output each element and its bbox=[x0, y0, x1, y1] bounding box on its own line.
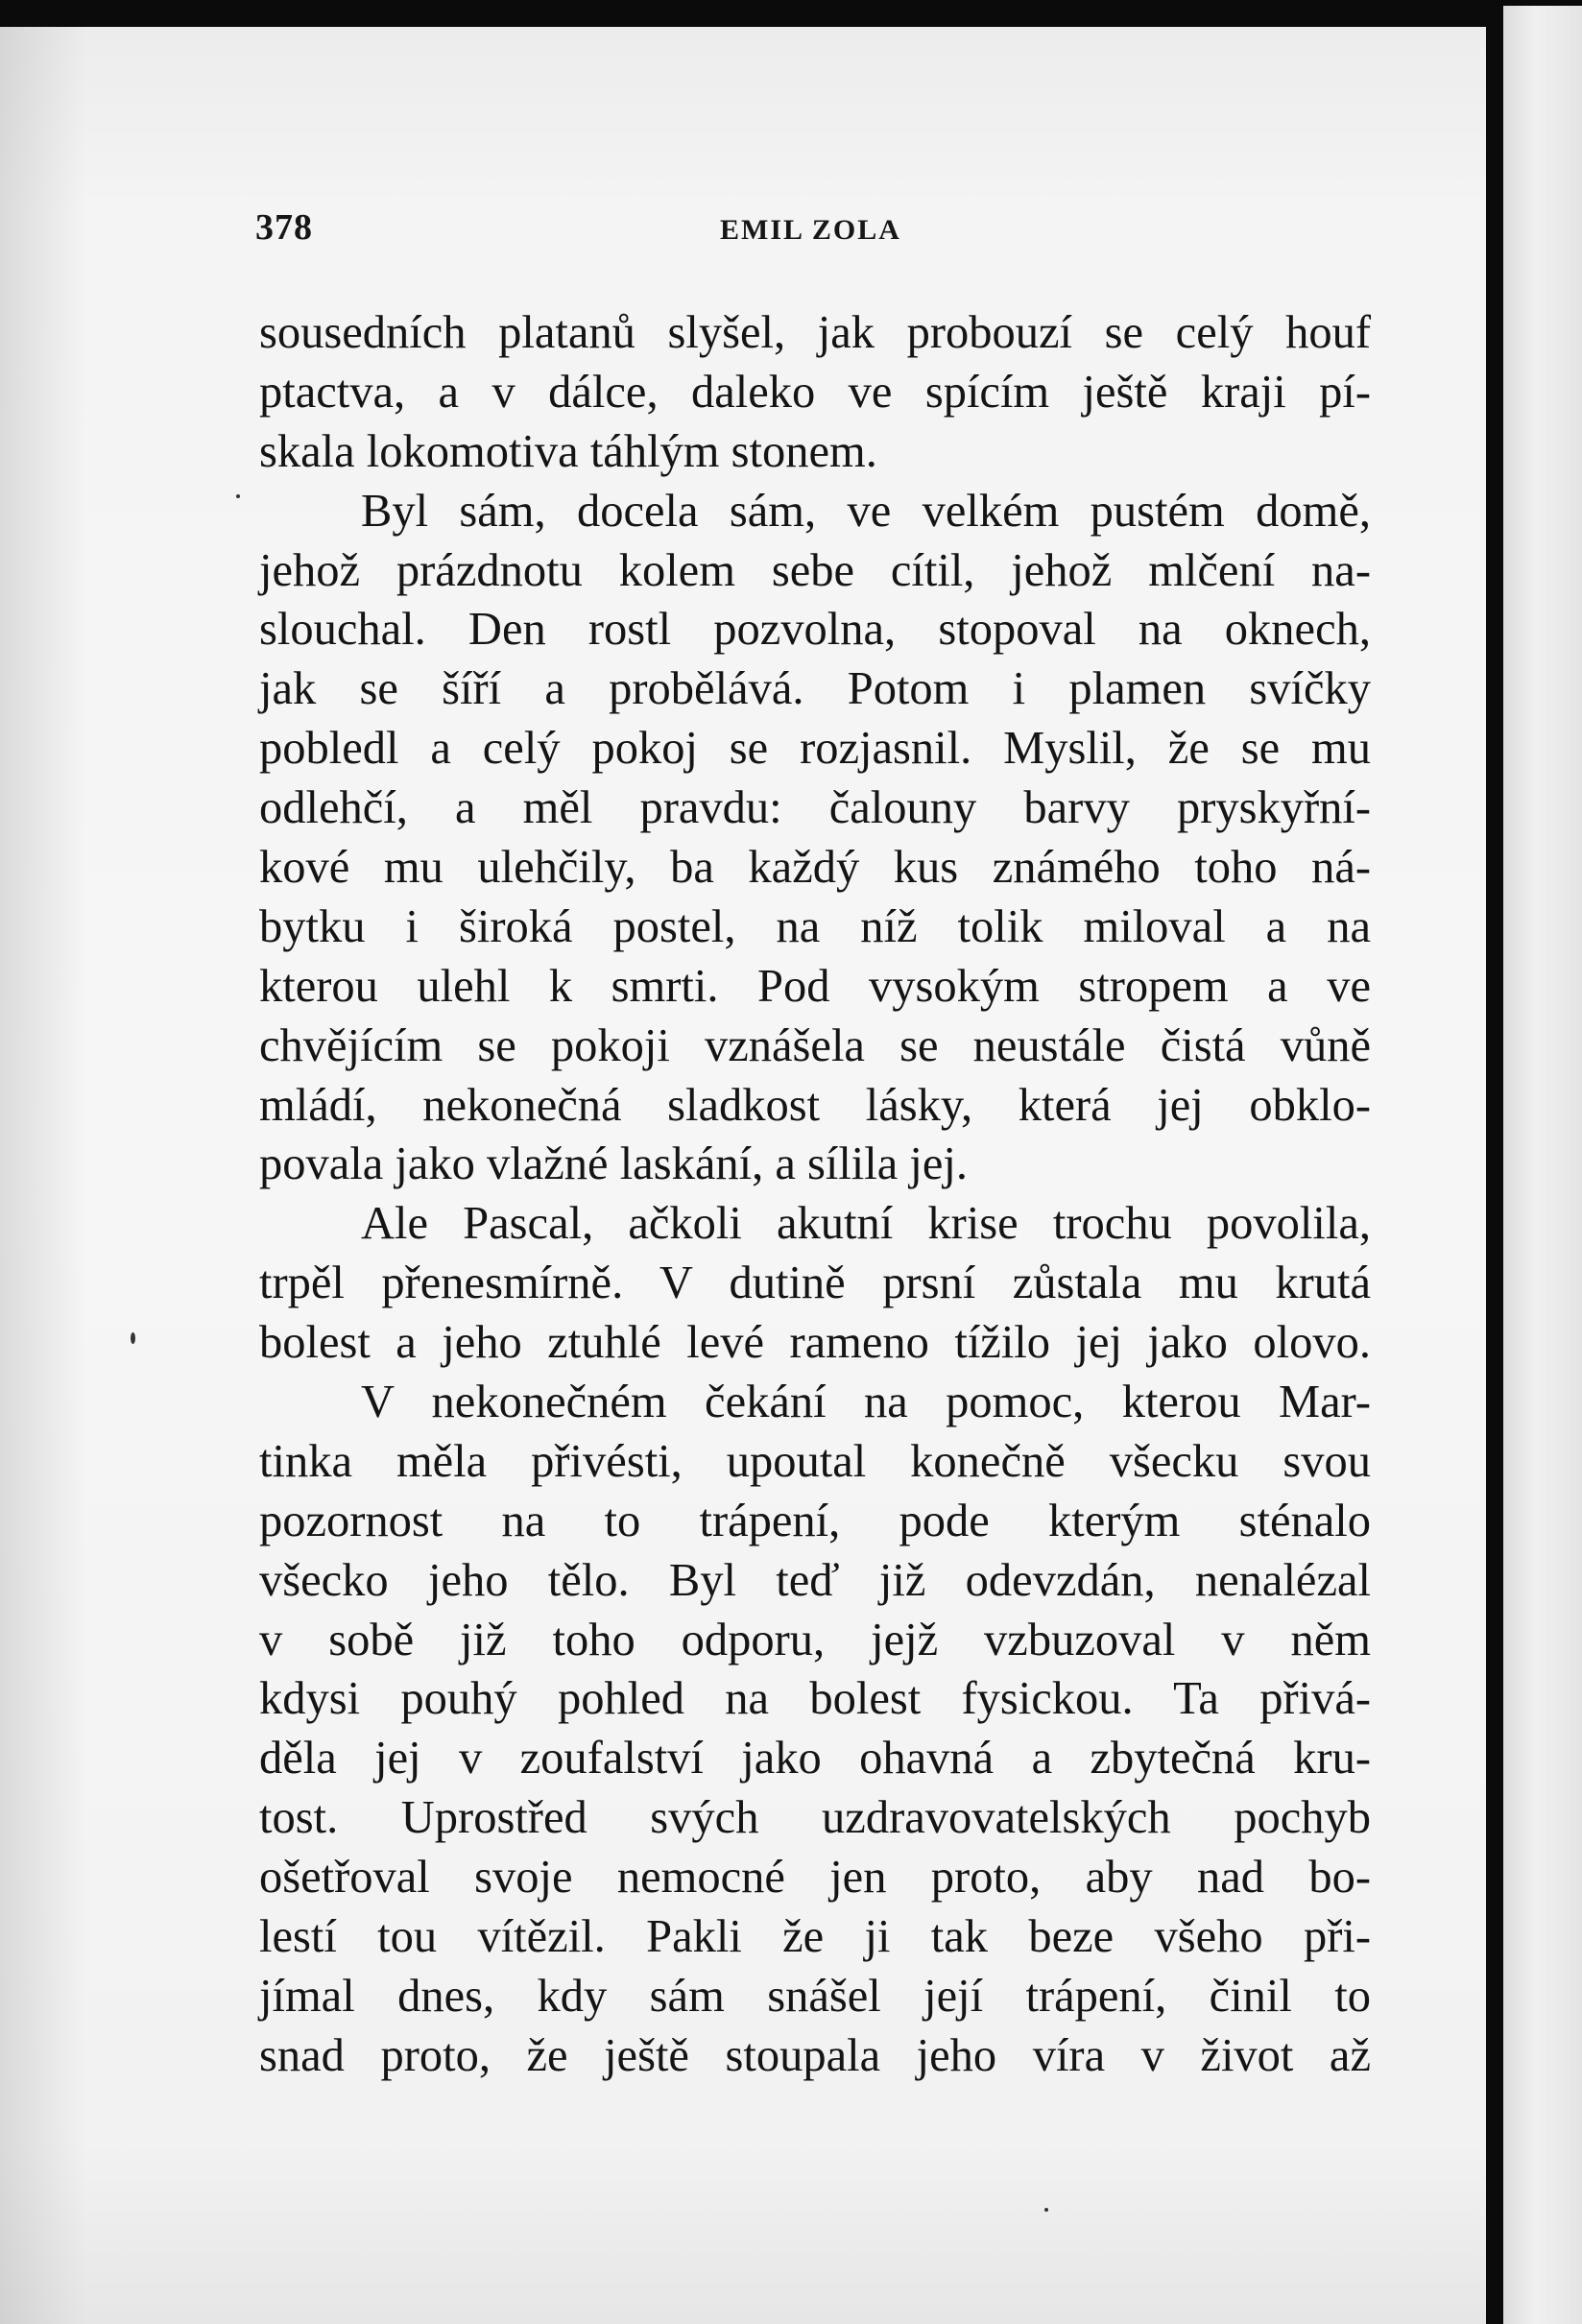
text-line: všecko jeho tělo. Byl teď již odevzdán, nenalézal bbox=[259, 1554, 1371, 1606]
text-line: snad proto, že ještě stoupala jeho víra v život až bbox=[259, 2029, 1371, 2081]
text-line: kdysi pouhý pohled na bolest fysickou. Ta přivá- bbox=[259, 1673, 1371, 1725]
text-line: bolest a jeho ztuhlé levé rameno tížilo jej jako olovo. bbox=[259, 1317, 1371, 1369]
scan-speck bbox=[131, 1332, 135, 1344]
text-line: Ale Pascal, ačkoli akutní krise trochu povolila, bbox=[361, 1198, 1371, 1250]
text-line: odlehčí, a měl pravdu: čalouny barvy pryskyřní- bbox=[259, 782, 1371, 834]
next-page-edge bbox=[1503, 6, 1582, 2324]
text-line: pobledl a celý pokoj se rozjasnil. Myslil, že se mu bbox=[259, 723, 1371, 775]
page-header bbox=[0, 185, 1486, 248]
text-line: tost. Uprostřed svých uzdravovatelských pochyb bbox=[259, 1792, 1371, 1844]
scan-speck bbox=[1044, 2208, 1048, 2212]
text-line: povala jako vlažné laskání, a sílila jej. bbox=[259, 1138, 969, 1190]
text-line: jímal dnes, kdy sám snášel její trápení, činil to bbox=[259, 1970, 1371, 2022]
text-line: Byl sám, docela sám, ve velkém pustém domě, bbox=[361, 485, 1371, 537]
text-line: tinka měla přivésti, upoutal konečně všecku svou bbox=[259, 1435, 1371, 1487]
text-line: lestí tou vítězil. Pakli že ji tak beze všeho při- bbox=[259, 1911, 1371, 1963]
page-number: 378 bbox=[255, 207, 313, 248]
text-line: jehož prázdnotu kolem sebe cítil, jehož mlčení na- bbox=[259, 544, 1371, 596]
text-line: mládí, nekonečná sladkost lásky, která jej obklo- bbox=[259, 1079, 1371, 1131]
text-line: ošetřoval svoje nemocné jen proto, aby nad bo- bbox=[259, 1852, 1371, 1904]
text-line: chvějícím se pokoji vznášela se neustále čistá vůně bbox=[259, 1019, 1371, 1071]
text-line: kterou ulehl k smrti. Pod vysokým stropem a ve bbox=[259, 960, 1371, 1012]
body-text bbox=[259, 303, 1371, 2086]
text-line: sousedních platanů slyšel, jak probouzí se celý houf bbox=[259, 307, 1371, 358]
scan-speck bbox=[236, 494, 240, 498]
text-line: pozornost na to trápení, pode kterým sténalo bbox=[259, 1495, 1371, 1546]
text-line: kové mu ulehčily, ba každý kus známého toho ná- bbox=[259, 842, 1371, 894]
page-gutter bbox=[1486, 0, 1503, 2324]
text-line: ptactva, a v dálce, daleko ve spícím ještě kraji pí- bbox=[259, 366, 1371, 418]
text-line: trpěl přenesmírně. V dutině prsní zůstala mu krutá bbox=[259, 1258, 1371, 1309]
running-head: EMIL ZOLA bbox=[720, 214, 901, 246]
text-line: V nekonečném čekání na pomoc, kterou Mar- bbox=[361, 1377, 1371, 1428]
text-line: bytku i široká postel, na níž tolik miloval a na bbox=[259, 900, 1371, 952]
text-line: děla jej v zoufalství jako ohavná a zbytečná kru- bbox=[259, 1733, 1371, 1785]
text-line: v sobě již toho odporu, jejž vzbuzoval v něm bbox=[259, 1614, 1371, 1665]
text-line: jak se šíří a probělává. Potom i plamen svíčky bbox=[259, 663, 1371, 715]
book-page bbox=[0, 27, 1486, 2324]
text-line: skala lokomotiva táhlým stonem. bbox=[259, 425, 877, 477]
text-line: slouchal. Den rostl pozvolna, stopoval na oknech, bbox=[259, 604, 1371, 656]
